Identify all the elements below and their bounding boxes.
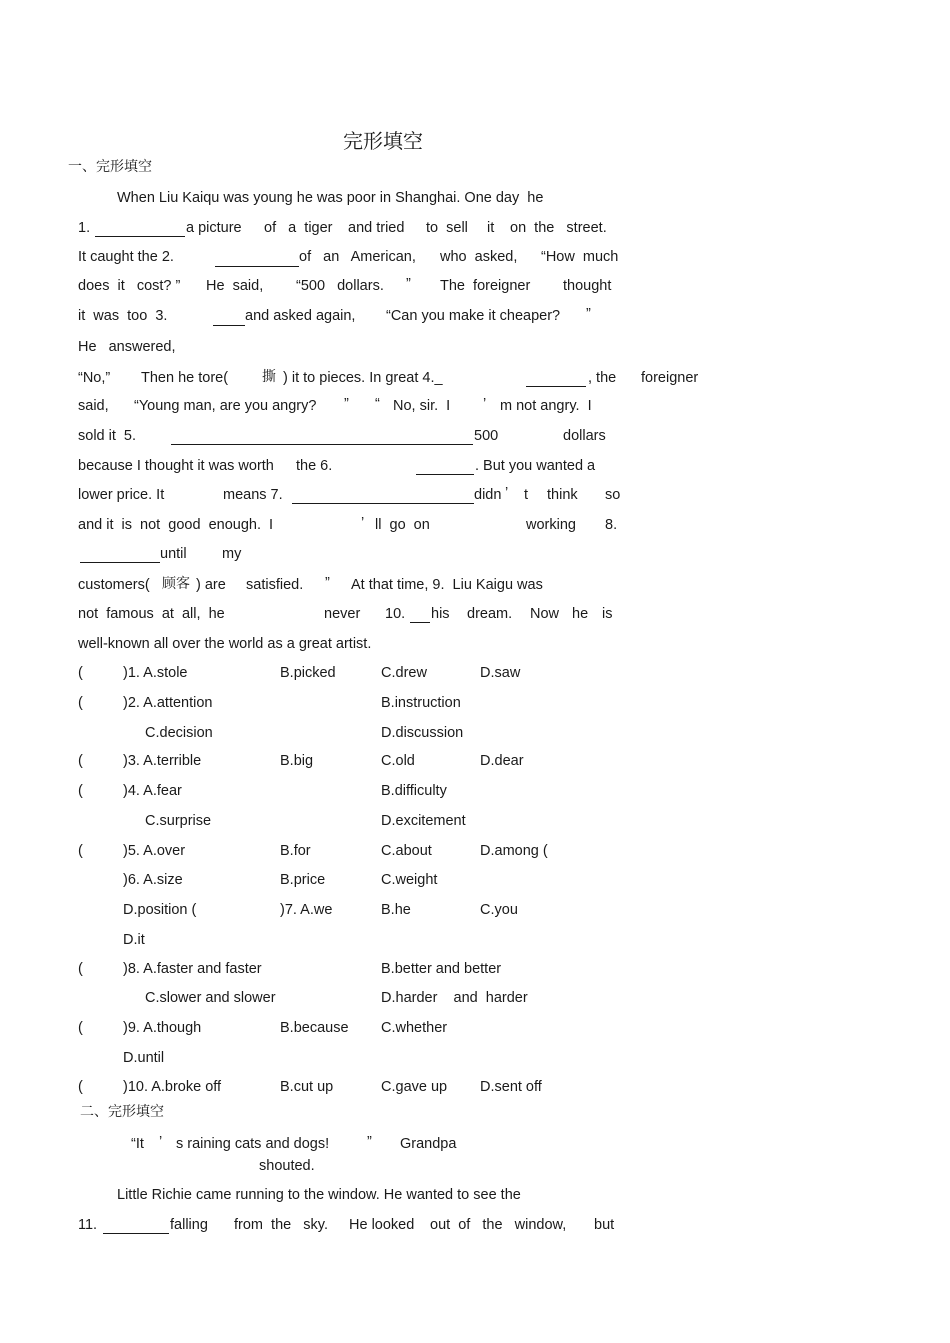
passage-1-text: dream.: [467, 606, 513, 622]
passage-1-text: “How much: [541, 249, 619, 265]
passage-1-text: Now: [530, 606, 560, 622]
passage-1-text: not famous at all, he: [78, 606, 225, 622]
passage-1-text: does it cost? ”: [78, 278, 181, 294]
passage-1-text: because I thought it was worth: [78, 458, 274, 474]
question-9-option-c: C.whether: [381, 1020, 448, 1036]
question-3-option-c: C.old: [381, 753, 415, 769]
question-5-option-d: D.among (: [480, 843, 548, 859]
passage-1-text: lower price. It: [78, 487, 165, 503]
passage-1-text: When Liu Kaiqu was young he was poor in Shanghai. One day he: [117, 190, 544, 206]
question-5-option-a: )5. A.over: [123, 843, 186, 859]
passage-1-text: The foreigner: [440, 278, 531, 294]
passage-1-text: ”: [586, 306, 591, 322]
passage-1-text: 10.: [385, 606, 406, 622]
question-7-option-c: C.you: [480, 902, 518, 918]
question-1-option-b: B.picked: [280, 665, 336, 681]
passage-1-text: “500 dollars.: [296, 278, 384, 294]
question-9-option-d: D.until: [123, 1050, 165, 1066]
passage-1-text: ) are: [196, 577, 226, 593]
passage-2-text: ”: [367, 1134, 372, 1150]
question-10-option-b: B.cut up: [280, 1079, 334, 1095]
passage-1-text: m not angry. I: [500, 398, 592, 414]
question-6-option-d: D.position (: [123, 902, 197, 918]
passage-1-text: . But you wanted a: [475, 458, 596, 474]
passage-1-text: ”: [325, 575, 330, 591]
passage-1-text: to sell: [426, 220, 468, 236]
passage-2-text: but: [594, 1217, 615, 1233]
question-8-option-d: D.harder and harder: [381, 990, 528, 1006]
passage-1-text: 顾客: [162, 576, 190, 592]
question-1-option-d: D.saw: [480, 665, 521, 681]
passage-2-text: Grandpa: [400, 1136, 457, 1152]
passage-1-text: said,: [78, 398, 109, 414]
passage-2-text: from the sky.: [234, 1217, 329, 1233]
passage-1-text: ’: [483, 396, 487, 412]
passage-1-text: 8.: [605, 517, 618, 533]
question-paren: (: [78, 1079, 83, 1095]
passage-1-text: of an American,: [299, 249, 416, 265]
blank-5: [171, 444, 473, 445]
passage-1-text: a picture: [186, 220, 242, 236]
blank-8: [80, 562, 160, 563]
passage-1-text: t: [524, 487, 529, 503]
passage-1-text: who asked,: [440, 249, 518, 265]
question-7-option-b: B.he: [381, 902, 411, 918]
passage-1-text: sold it 5.: [78, 428, 137, 444]
blank-11: [103, 1233, 169, 1234]
blank-7: [292, 503, 474, 504]
passage-1-text: ’: [361, 515, 365, 531]
passage-1-text: never: [324, 606, 361, 622]
passage-2-text: “It: [131, 1136, 144, 1152]
blank-2: [215, 266, 299, 267]
passage-1-text: the 6.: [296, 458, 333, 474]
passage-2-text: shouted.: [259, 1158, 315, 1174]
passage-1-text: 1.: [78, 220, 91, 236]
passage-1-text: He said,: [206, 278, 264, 294]
question-7-option-d: D.it: [123, 932, 145, 948]
question-2-option-b: B.instruction: [381, 695, 461, 711]
question-1-option-c: C.drew: [381, 665, 427, 681]
passage-1-text: ’: [505, 485, 509, 501]
passage-1-text: “No,”: [78, 370, 111, 386]
blank-4: [526, 386, 586, 387]
passage-1-text: ”: [344, 396, 349, 412]
question-paren: (: [78, 961, 83, 977]
passage-1-text: dollars: [563, 428, 606, 444]
passage-2-text: falling: [170, 1217, 208, 1233]
passage-1-text: of a tiger: [264, 220, 333, 236]
question-8-option-b: B.better and better: [381, 961, 502, 977]
passage-1-text: “: [375, 396, 380, 412]
question-1-option-a: )1. A.stole: [123, 665, 188, 681]
passage-1-text: and tried: [348, 220, 405, 236]
passage-1-text: means 7.: [223, 487, 283, 503]
passage-1-text: 500: [474, 428, 499, 444]
question-paren: (: [78, 695, 83, 711]
passage-1-text: he: [572, 606, 589, 622]
passage-1-text: ll go on: [375, 517, 430, 533]
question-paren: (: [78, 753, 83, 769]
question-8-option-c: C.slower and slower: [145, 990, 276, 1006]
question-6-option-b: B.price: [280, 872, 326, 888]
passage-1-text: thought: [563, 278, 612, 294]
section-1-heading: 一、完形填空: [68, 159, 152, 175]
question-3-option-b: B.big: [280, 753, 314, 769]
page-title: 完形填空: [343, 129, 423, 153]
blank-3: [213, 325, 245, 326]
passage-1-text: ) it to pieces. In great 4._: [283, 370, 443, 386]
blank-1: [95, 236, 185, 237]
question-9-option-b: B.because: [280, 1020, 349, 1036]
passage-1-text: satisfied.: [246, 577, 304, 593]
question-2-option-c: C.decision: [145, 725, 213, 741]
question-4-option-a: )4. A.fear: [123, 783, 182, 799]
passage-1-text: it was too 3.: [78, 308, 168, 324]
passage-1-text: “Can you make it cheaper?: [386, 308, 561, 324]
blank-10: [410, 622, 430, 623]
question-10-option-d: D.sent off: [480, 1079, 542, 1095]
question-6-option-a: )6. A.size: [123, 872, 183, 888]
question-3-option-a: )3. A.terrible: [123, 753, 202, 769]
question-3-option-d: D.dear: [480, 753, 524, 769]
passage-1-text: think: [547, 487, 578, 503]
passage-2-text: Little Richie came running to the window. He wanted to see the: [117, 1187, 521, 1203]
question-6-option-c: C.weight: [381, 872, 438, 888]
passage-1-text: my: [222, 546, 242, 562]
section-2-heading: 二、完形填空: [80, 1104, 164, 1120]
passage-2-text: s raining cats and dogs!: [176, 1136, 330, 1152]
question-9-option-a: )9. A.though: [123, 1020, 202, 1036]
passage-1-text: well-known all over the world as a great artist.: [78, 636, 372, 652]
question-10-option-c: C.gave up: [381, 1079, 448, 1095]
passage-1-text: “Young man, are you angry?: [134, 398, 317, 414]
passage-1-text: customers(: [78, 577, 150, 593]
passage-1-text: and it is not good enough. I: [78, 517, 274, 533]
question-2-option-a: )2. A.attention: [123, 695, 213, 711]
question-paren: (: [78, 1020, 83, 1036]
passage-1-text: is: [602, 606, 613, 622]
passage-1-text: until: [160, 546, 187, 562]
passage-1-text: working: [526, 517, 576, 533]
question-8-option-a: )8. A.faster and faster: [123, 961, 262, 977]
question-10-option-a: )10. A.broke off: [123, 1079, 222, 1095]
question-paren: (: [78, 843, 83, 859]
question-7-option-a: )7. A.we: [280, 902, 333, 918]
passage-1-text: it: [487, 220, 495, 236]
passage-1-text: He answered,: [78, 339, 176, 355]
question-paren: (: [78, 783, 83, 799]
passage-1-text: At that time, 9. Liu Kaigu was: [351, 577, 543, 593]
passage-1-text: It caught the 2.: [78, 249, 174, 265]
passage-1-text: on the street.: [510, 220, 607, 236]
passage-1-text: so: [605, 487, 621, 503]
passage-1-text: his: [431, 606, 450, 622]
question-5-option-c: C.about: [381, 843, 432, 859]
question-5-option-b: B.for: [280, 843, 311, 859]
blank-6: [416, 474, 474, 475]
passage-1-text: , the: [588, 370, 617, 386]
passage-1-text: 撕: [262, 369, 276, 385]
passage-1-text: Then he tore(: [141, 370, 229, 386]
question-paren: (: [78, 665, 83, 681]
passage-1-text: No, sir. I: [393, 398, 451, 414]
passage-1-text: and asked again,: [245, 308, 356, 324]
passage-2-text: ’: [159, 1134, 163, 1150]
passage-2-text: He looked: [349, 1217, 415, 1233]
passage-2-text: out of the window,: [430, 1217, 567, 1233]
question-2-option-d: D.discussion: [381, 725, 464, 741]
passage-1-text: foreigner: [641, 370, 699, 386]
passage-2-text: 11.: [78, 1217, 98, 1233]
question-4-option-c: C.surprise: [145, 813, 212, 829]
passage-1-text: didn: [474, 487, 502, 503]
passage-1-text: ”: [406, 276, 411, 292]
question-4-option-b: B.difficulty: [381, 783, 447, 799]
question-4-option-d: D.excitement: [381, 813, 466, 829]
